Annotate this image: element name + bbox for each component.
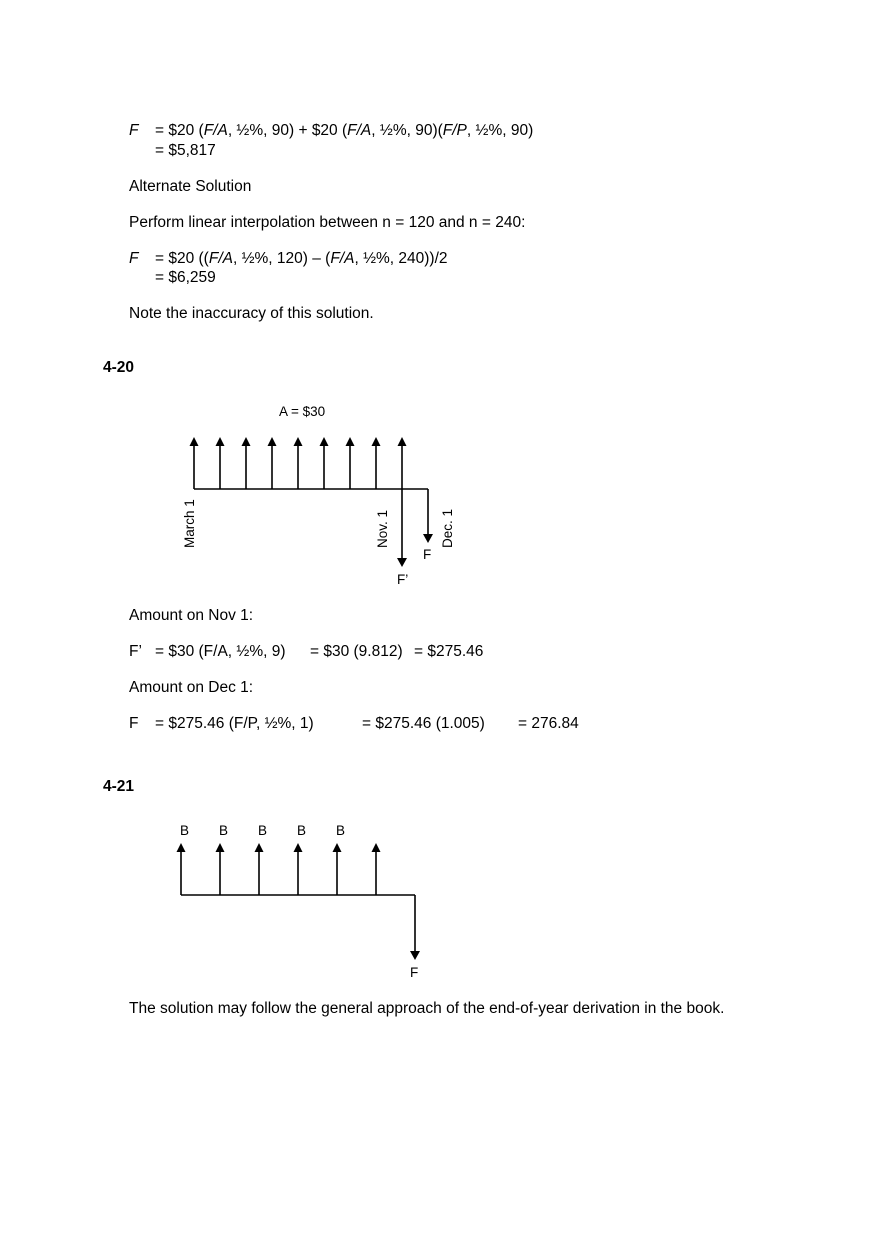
deposit-arrowhead bbox=[294, 843, 303, 852]
nov-eq-b: = $30 (9.812) bbox=[310, 643, 403, 660]
block2-equation-line2: = $6,259 bbox=[155, 269, 216, 286]
b-labels bbox=[180, 823, 345, 838]
nov-label: Nov. 1 bbox=[375, 509, 390, 548]
block1-equation-line2: = $5,817 bbox=[155, 142, 216, 159]
deposit-arrowhead bbox=[177, 843, 186, 852]
dec-label: Dec. 1 bbox=[440, 508, 455, 548]
problem-4-21-number: 4-21 bbox=[103, 778, 135, 795]
conclusion-text: The solution may follow the general approach of the end-of-year derivation in the book. bbox=[129, 1000, 725, 1017]
nov-eq-c: = $275.46 bbox=[414, 643, 484, 660]
dec-eq-c: = 276.84 bbox=[518, 715, 579, 732]
problem-4-20-number: 4-20 bbox=[103, 359, 135, 376]
f-arrowhead-4-21 bbox=[410, 951, 420, 960]
deposit-arrowhead bbox=[333, 843, 342, 852]
dec-eq-a: = $275.46 (F/P, ½%, 1) bbox=[155, 715, 314, 732]
dec-eq-b: = $275.46 (1.005) bbox=[362, 715, 485, 732]
b-label: B bbox=[297, 823, 307, 838]
nov-eq-var: F’ bbox=[129, 643, 142, 660]
block2-equation-line1: = $20 ((F/A, ½%, 120) – (F/A, ½%, 240))/2 bbox=[155, 250, 448, 267]
f-prime-label: F’ bbox=[397, 572, 409, 587]
nov-heading: Amount on Nov 1: bbox=[129, 607, 254, 624]
dec-eq-var: F bbox=[129, 715, 139, 732]
b-label: B bbox=[336, 823, 346, 838]
alternate-solution-title: Alternate Solution bbox=[129, 178, 252, 195]
deposit-arrowhead bbox=[372, 843, 381, 852]
b-label: B bbox=[219, 823, 229, 838]
deposit-arrowhead bbox=[255, 843, 264, 852]
payment-label: A = $30 bbox=[279, 404, 326, 419]
inaccuracy-note: Note the inaccuracy of this solution. bbox=[129, 305, 374, 322]
march-label: March 1 bbox=[182, 499, 197, 548]
f-label-4-21: F bbox=[410, 965, 419, 980]
block1-equation-line1: = $20 (F/A, ½%, 90) + $20 (F/A, ½%, 90)(F/P, ½%, 90) bbox=[155, 122, 534, 139]
b-label: B bbox=[180, 823, 190, 838]
deposit-arrowhead bbox=[216, 843, 225, 852]
b-label: B bbox=[258, 823, 268, 838]
nov-eq-a: = $30 (F/A, ½%, 9) bbox=[155, 643, 286, 660]
block2-var: F bbox=[129, 250, 139, 267]
deposit-arrows bbox=[177, 843, 381, 895]
block1-var: F bbox=[129, 122, 139, 139]
dec-heading: Amount on Dec 1: bbox=[129, 679, 254, 696]
f-label: F bbox=[423, 547, 432, 562]
interpolation-text: Perform linear interpolation between n = 120 and n = 240: bbox=[129, 214, 526, 231]
